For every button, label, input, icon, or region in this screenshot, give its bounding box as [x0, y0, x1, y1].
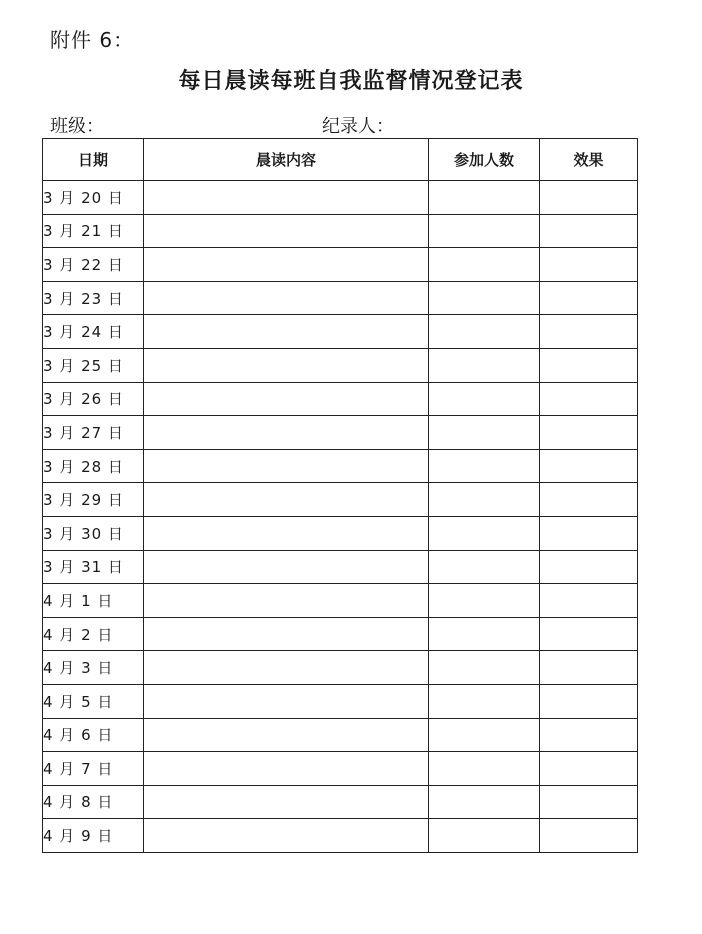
date-cell: 4 月 7 日 — [43, 752, 144, 786]
table-row — [43, 348, 638, 382]
participants-cell[interactable] — [429, 248, 540, 282]
participants-cell[interactable] — [429, 819, 540, 853]
content-cell[interactable] — [144, 684, 429, 718]
effect-cell[interactable] — [540, 281, 638, 315]
participants-cell[interactable] — [429, 181, 540, 215]
table-row — [43, 550, 638, 584]
participants-cell[interactable] — [429, 684, 540, 718]
effect-cell[interactable] — [540, 181, 638, 215]
table-row — [43, 819, 638, 853]
date-cell: 3 月 25 日 — [43, 348, 144, 382]
table-row — [43, 785, 638, 819]
effect-cell[interactable] — [540, 550, 638, 584]
table-row — [43, 617, 638, 651]
date-cell: 4 月 3 日 — [43, 651, 144, 685]
recorder-label: 纪录人： — [322, 116, 394, 137]
content-cell[interactable] — [144, 718, 429, 752]
table-row — [43, 651, 638, 685]
table-row — [43, 516, 638, 550]
effect-cell[interactable] — [540, 651, 638, 685]
content-cell[interactable] — [144, 248, 429, 282]
participants-cell[interactable] — [429, 651, 540, 685]
effect-cell[interactable] — [540, 684, 638, 718]
attachment-label: 附件 6： — [50, 28, 135, 52]
date-cell: 3 月 28 日 — [43, 449, 144, 483]
content-cell[interactable] — [144, 819, 429, 853]
content-cell[interactable] — [144, 214, 429, 248]
column-header-participants: 参加人数 — [429, 139, 540, 181]
effect-cell[interactable] — [540, 785, 638, 819]
table-row — [43, 718, 638, 752]
participants-cell[interactable] — [429, 348, 540, 382]
content-cell[interactable] — [144, 550, 429, 584]
column-header-date: 日期 — [43, 139, 144, 181]
date-cell: 3 月 22 日 — [43, 248, 144, 282]
date-cell: 3 月 31 日 — [43, 550, 144, 584]
date-cell: 4 月 6 日 — [43, 718, 144, 752]
date-cell: 3 月 20 日 — [43, 181, 144, 215]
content-cell[interactable] — [144, 315, 429, 349]
content-cell[interactable] — [144, 181, 429, 215]
table-row — [43, 416, 638, 450]
table-row — [43, 214, 638, 248]
date-cell: 3 月 23 日 — [43, 281, 144, 315]
class-label: 班级： — [50, 116, 104, 137]
date-cell: 3 月 27 日 — [43, 416, 144, 450]
effect-cell[interactable] — [540, 584, 638, 618]
participants-cell[interactable] — [429, 281, 540, 315]
effect-cell[interactable] — [540, 214, 638, 248]
effect-cell[interactable] — [540, 248, 638, 282]
effect-cell[interactable] — [540, 382, 638, 416]
date-cell: 4 月 2 日 — [43, 617, 144, 651]
participants-cell[interactable] — [429, 617, 540, 651]
table-row — [43, 382, 638, 416]
date-cell: 3 月 21 日 — [43, 214, 144, 248]
table-row — [43, 181, 638, 215]
supervision-log-table — [42, 138, 638, 853]
table-row — [43, 315, 638, 349]
content-cell[interactable] — [144, 651, 429, 685]
date-cell: 3 月 26 日 — [43, 382, 144, 416]
participants-cell[interactable] — [429, 214, 540, 248]
content-cell[interactable] — [144, 281, 429, 315]
content-cell[interactable] — [144, 516, 429, 550]
table-row — [43, 483, 638, 517]
effect-cell[interactable] — [540, 617, 638, 651]
content-cell[interactable] — [144, 617, 429, 651]
table-row — [43, 449, 638, 483]
date-cell: 4 月 9 日 — [43, 819, 144, 853]
content-cell[interactable] — [144, 382, 429, 416]
content-cell[interactable] — [144, 449, 429, 483]
effect-cell[interactable] — [540, 483, 638, 517]
effect-cell[interactable] — [540, 315, 638, 349]
table-header-row — [43, 139, 638, 181]
date-cell: 4 月 8 日 — [43, 785, 144, 819]
participants-cell[interactable] — [429, 718, 540, 752]
participants-cell[interactable] — [429, 550, 540, 584]
date-cell: 4 月 5 日 — [43, 684, 144, 718]
participants-cell[interactable] — [429, 516, 540, 550]
content-cell[interactable] — [144, 348, 429, 382]
content-cell[interactable] — [144, 785, 429, 819]
participants-cell[interactable] — [429, 315, 540, 349]
table-body — [43, 181, 638, 853]
table-row — [43, 281, 638, 315]
effect-cell[interactable] — [540, 416, 638, 450]
date-cell: 4 月 1 日 — [43, 584, 144, 618]
participants-cell[interactable] — [429, 584, 540, 618]
participants-cell[interactable] — [429, 483, 540, 517]
date-cell: 3 月 30 日 — [43, 516, 144, 550]
effect-cell[interactable] — [540, 516, 638, 550]
effect-cell[interactable] — [540, 752, 638, 786]
effect-cell[interactable] — [540, 718, 638, 752]
table-row — [43, 684, 638, 718]
participants-cell[interactable] — [429, 449, 540, 483]
content-cell[interactable] — [144, 584, 429, 618]
column-header-effect: 效果 — [540, 139, 638, 181]
content-cell[interactable] — [144, 483, 429, 517]
table-row — [43, 584, 638, 618]
participants-cell[interactable] — [429, 785, 540, 819]
participants-cell[interactable] — [429, 382, 540, 416]
column-header-content: 晨读内容 — [144, 139, 429, 181]
content-cell[interactable] — [144, 416, 429, 450]
content-cell[interactable] — [144, 752, 429, 786]
date-cell: 3 月 29 日 — [43, 483, 144, 517]
table-row — [43, 248, 638, 282]
date-cell: 3 月 24 日 — [43, 315, 144, 349]
participants-cell[interactable] — [429, 416, 540, 450]
page-title: 每日晨读每班自我监督情况登记表 — [178, 68, 524, 94]
effect-cell[interactable] — [540, 819, 638, 853]
effect-cell[interactable] — [540, 348, 638, 382]
effect-cell[interactable] — [540, 449, 638, 483]
table-row — [43, 752, 638, 786]
participants-cell[interactable] — [429, 752, 540, 786]
